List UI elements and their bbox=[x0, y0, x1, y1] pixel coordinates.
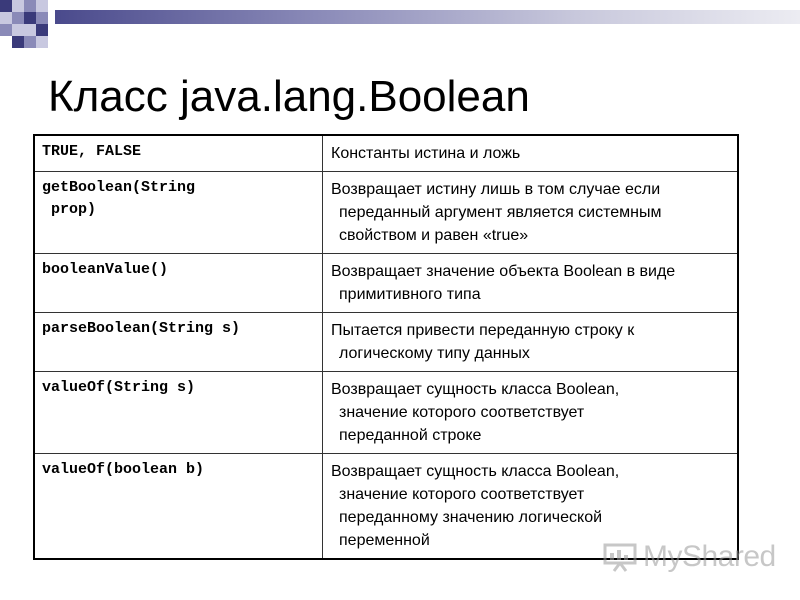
deco-square bbox=[24, 0, 36, 12]
presentation-board-icon bbox=[603, 542, 637, 572]
method-text: prop) bbox=[51, 201, 97, 218]
description-text: переданный аргумент является системным bbox=[339, 204, 662, 221]
deco-square bbox=[12, 0, 24, 12]
deco-square bbox=[24, 12, 36, 24]
table-row bbox=[34, 135, 738, 172]
method-cell bbox=[34, 254, 323, 313]
description-text: Константы истина и ложь bbox=[331, 145, 521, 162]
description-cell bbox=[323, 135, 739, 172]
deco-square bbox=[0, 24, 12, 36]
api-table bbox=[33, 134, 739, 560]
table-row bbox=[34, 254, 738, 313]
description-text: переданной строке bbox=[339, 427, 482, 444]
description-cell bbox=[323, 313, 739, 372]
description-cell bbox=[323, 172, 739, 254]
deco-square bbox=[36, 0, 48, 12]
header-decoration bbox=[0, 0, 800, 60]
description-text: переменной bbox=[339, 532, 430, 549]
deco-square bbox=[0, 0, 12, 12]
deco-square bbox=[12, 36, 24, 48]
description-text: значение которого соответствует bbox=[339, 486, 585, 503]
method-cell bbox=[34, 135, 323, 172]
deco-square bbox=[0, 12, 12, 24]
description-text: Возвращает значение объекта Boolean в виде bbox=[331, 263, 676, 280]
description-text: логическому типу данных bbox=[339, 345, 530, 362]
method-cell bbox=[34, 454, 323, 560]
method-text: valueOf(boolean b) bbox=[42, 461, 205, 478]
method-text: getBoolean(String bbox=[42, 179, 196, 196]
deco-square bbox=[12, 12, 24, 24]
header-gradient-bar bbox=[55, 10, 800, 24]
description-text: значение которого соответствует bbox=[339, 404, 585, 421]
description-cell bbox=[323, 254, 739, 313]
description-text: переданному значению логической bbox=[339, 509, 603, 526]
method-text: TRUE, FALSE bbox=[42, 143, 142, 160]
description-cell bbox=[323, 372, 739, 454]
deco-square bbox=[36, 24, 48, 36]
watermark-text: MyShared bbox=[643, 540, 776, 573]
method-cell bbox=[34, 313, 323, 372]
table-row bbox=[34, 372, 738, 454]
api-table-body bbox=[34, 135, 738, 559]
description-text: свойством и равен «true» bbox=[339, 227, 529, 244]
deco-square bbox=[36, 36, 48, 48]
deco-square bbox=[36, 12, 48, 24]
description-text: Возвращает истину лишь в том случае если bbox=[331, 181, 661, 198]
table-row bbox=[34, 172, 738, 254]
deco-square bbox=[24, 36, 36, 48]
table-row bbox=[34, 313, 738, 372]
description-text: примитивного типа bbox=[339, 286, 481, 303]
deco-square bbox=[24, 24, 36, 36]
method-cell bbox=[34, 172, 323, 254]
description-text: Пытается привести переданную строку к bbox=[331, 322, 635, 339]
deco-square bbox=[12, 24, 24, 36]
watermark bbox=[603, 540, 776, 574]
description-text: Возвращает сущность класса Boolean, bbox=[331, 381, 620, 398]
slide-title: Класс java.lang.Boolean bbox=[48, 72, 530, 121]
method-text: valueOf(String s) bbox=[42, 379, 196, 396]
method-text: parseBoolean(String s) bbox=[42, 320, 241, 337]
method-cell bbox=[34, 372, 323, 454]
description-text: Возвращает сущность класса Boolean, bbox=[331, 463, 620, 480]
method-text: booleanValue() bbox=[42, 261, 169, 278]
